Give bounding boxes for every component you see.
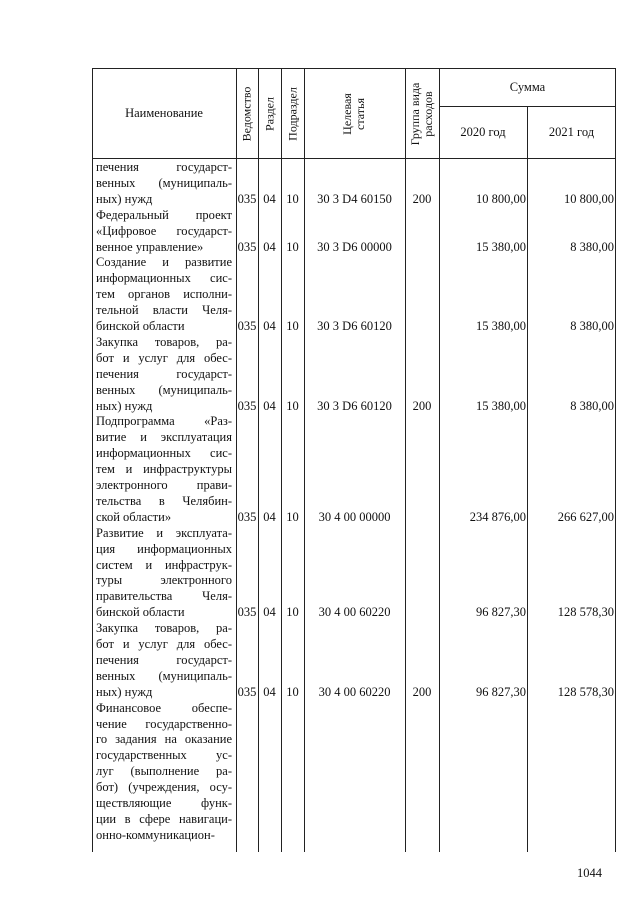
row-name-line: ской области» xyxy=(96,509,172,524)
row-podrazdel: 10 xyxy=(286,684,299,699)
row-ved: 035 xyxy=(237,398,257,413)
row-name-line: тем и инфраструктуры xyxy=(96,462,232,477)
row-podrazdel: 10 xyxy=(286,398,299,413)
row-name-line: ществляющие функ- xyxy=(96,796,232,810)
row-tselevaya: 30 3 D6 00000 xyxy=(317,239,392,254)
row-sum2021: 8 380,00 xyxy=(570,319,614,333)
header-year-2021-text: 2021 год xyxy=(548,124,595,139)
row-ved: 035 xyxy=(237,191,257,206)
row-name-line: ции в сфере навигаци- xyxy=(96,811,232,826)
row-sum2020: 10 800,00 xyxy=(476,191,526,206)
row-tselevaya: 30 4 00 60220 xyxy=(318,605,391,620)
header-razdel: Раздел xyxy=(262,97,277,131)
row-sum2021: 128 578,30 xyxy=(557,684,614,699)
header-name-text: Наименование xyxy=(125,105,203,120)
row-name-line: систем и инфраструк- xyxy=(96,557,232,572)
row-name-line: Подпрограмма «Раз- xyxy=(96,414,232,429)
row-podrazdel: 10 xyxy=(286,509,299,524)
row-name-line: витие и эксплуатация xyxy=(96,430,232,445)
row-name-line: тельства в Челябин- xyxy=(96,493,232,508)
header-year-2021 xyxy=(527,106,616,158)
row-sum2021: 8 380,00 xyxy=(570,398,614,413)
row-gruppa: 200 xyxy=(412,191,432,206)
header-vedomstvo: Ведомство xyxy=(239,86,254,142)
row-name-line: Создание и развитие xyxy=(96,255,232,270)
row-razdel: 04 xyxy=(263,684,276,699)
header-tselevaya-line2: статья xyxy=(353,98,367,130)
row-sum2021: 266 627,00 xyxy=(557,509,614,524)
row-name-line: туры электронного xyxy=(96,573,232,588)
row-name-line: ция информационных xyxy=(96,541,232,556)
row-name-line: информационных сис- xyxy=(96,446,232,461)
row-name-line: печения государст- xyxy=(96,160,232,174)
row-name-line: правительства Челя- xyxy=(96,589,232,604)
row-ved: 035 xyxy=(237,239,257,254)
row-name-line: «Цифровое государст- xyxy=(96,223,232,238)
row-name-line: печения государст- xyxy=(96,652,232,667)
row-sum2021: 8 380,00 xyxy=(570,239,614,254)
row-razdel: 04 xyxy=(263,239,276,254)
row-razdel: 04 xyxy=(263,605,276,620)
header-tselevaya-line1: Целевая xyxy=(340,93,354,135)
row-name-line: информационных сис- xyxy=(96,271,232,286)
row-name-line: онно-коммуникацион- xyxy=(96,827,215,842)
row-name-line: ных) нужд xyxy=(96,684,153,699)
row-podrazdel: 10 xyxy=(286,239,299,254)
row-podrazdel: 10 xyxy=(286,191,299,206)
row-sum2020: 15 380,00 xyxy=(476,319,526,333)
row-name-line: ных) нужд xyxy=(96,191,153,206)
row-name-line: тем органов исполни- xyxy=(96,287,232,302)
row-razdel: 04 xyxy=(263,398,276,413)
row-name-line: Закупка товаров, ра- xyxy=(96,621,232,636)
header-gruppa-line2: расходов xyxy=(421,91,435,137)
row-razdel: 04 xyxy=(263,509,276,524)
header-name xyxy=(92,68,236,158)
row-razdel: 04 xyxy=(263,191,276,206)
header-summa xyxy=(439,68,616,106)
row-sum2020: 234 876,00 xyxy=(469,509,526,524)
row-ved: 035 xyxy=(237,684,257,699)
row-tselevaya: 30 4 00 60220 xyxy=(318,684,391,699)
row-name-line: венных (муниципаль- xyxy=(96,668,232,683)
row-name-line: бинской области xyxy=(96,319,185,333)
row-name-line: бот и услуг для обес- xyxy=(96,350,232,365)
row-tselevaya: 30 3 D6 60120 xyxy=(317,398,392,413)
row-razdel: 04 xyxy=(263,319,276,333)
row-name-line: бинской области xyxy=(96,605,185,620)
row-tselevaya: 30 3 D4 60150 xyxy=(317,191,392,206)
header-tselevaya xyxy=(341,93,367,135)
row-sum2020: 15 380,00 xyxy=(476,398,526,413)
row-gruppa: 200 xyxy=(412,398,432,413)
row-name-line: Развитие и эксплуата- xyxy=(96,525,232,540)
row-name-line: государственных ус- xyxy=(96,748,232,763)
page-number: 1044 xyxy=(577,866,602,880)
row-sum2020: 96 827,30 xyxy=(476,684,526,699)
budget-table xyxy=(92,68,616,852)
row-sum2020: 15 380,00 xyxy=(476,239,526,254)
row-name-line: Финансовое обеспе- xyxy=(96,700,232,715)
row-name-line: чение государственно- xyxy=(96,716,232,731)
header-podrazdel: Подраздел xyxy=(285,87,300,141)
row-name-line: луг (выполнение ра- xyxy=(96,764,232,779)
row-name-line: тельной власти Челя- xyxy=(96,303,232,318)
row-sum2021: 128 578,30 xyxy=(557,605,614,620)
row-name-line: бот) (учреждения, осу- xyxy=(96,780,232,795)
row-podrazdel: 10 xyxy=(286,319,299,333)
row-name-line: Закупка товаров, ра- xyxy=(96,334,232,349)
row-name-line: Федеральный проект xyxy=(96,207,232,222)
row-ved: 035 xyxy=(237,509,257,524)
header-year-2020-text: 2020 год xyxy=(460,124,506,139)
header-summa-text: Сумма xyxy=(509,79,546,94)
row-name-line: венное управление» xyxy=(96,239,204,254)
row-ved: 035 xyxy=(237,605,257,620)
row-name-line: венных (муниципаль- xyxy=(96,175,232,190)
row-name-line: бот и услуг для обес- xyxy=(96,637,232,651)
row-gruppa: 200 xyxy=(412,684,432,699)
row-tselevaya: 30 4 00 00000 xyxy=(318,509,391,524)
row-sum2021: 10 800,00 xyxy=(564,191,614,206)
row-name-line: электронного прави- xyxy=(96,478,232,492)
row-tselevaya: 30 3 D6 60120 xyxy=(317,319,392,333)
row-name-line: ных) нужд xyxy=(96,398,153,413)
header-gruppa-line1: Группа вида xyxy=(408,82,422,146)
row-name-line: печения государст- xyxy=(96,366,232,381)
header-gruppa xyxy=(409,83,435,146)
row-podrazdel: 10 xyxy=(286,605,299,620)
header-year-2020 xyxy=(439,106,527,158)
row-sum2020: 96 827,30 xyxy=(476,605,526,620)
row-name-line: венных (муниципаль- xyxy=(96,382,232,397)
row-name-line: го задания на оказание xyxy=(96,732,232,747)
row-ved: 035 xyxy=(237,319,257,333)
